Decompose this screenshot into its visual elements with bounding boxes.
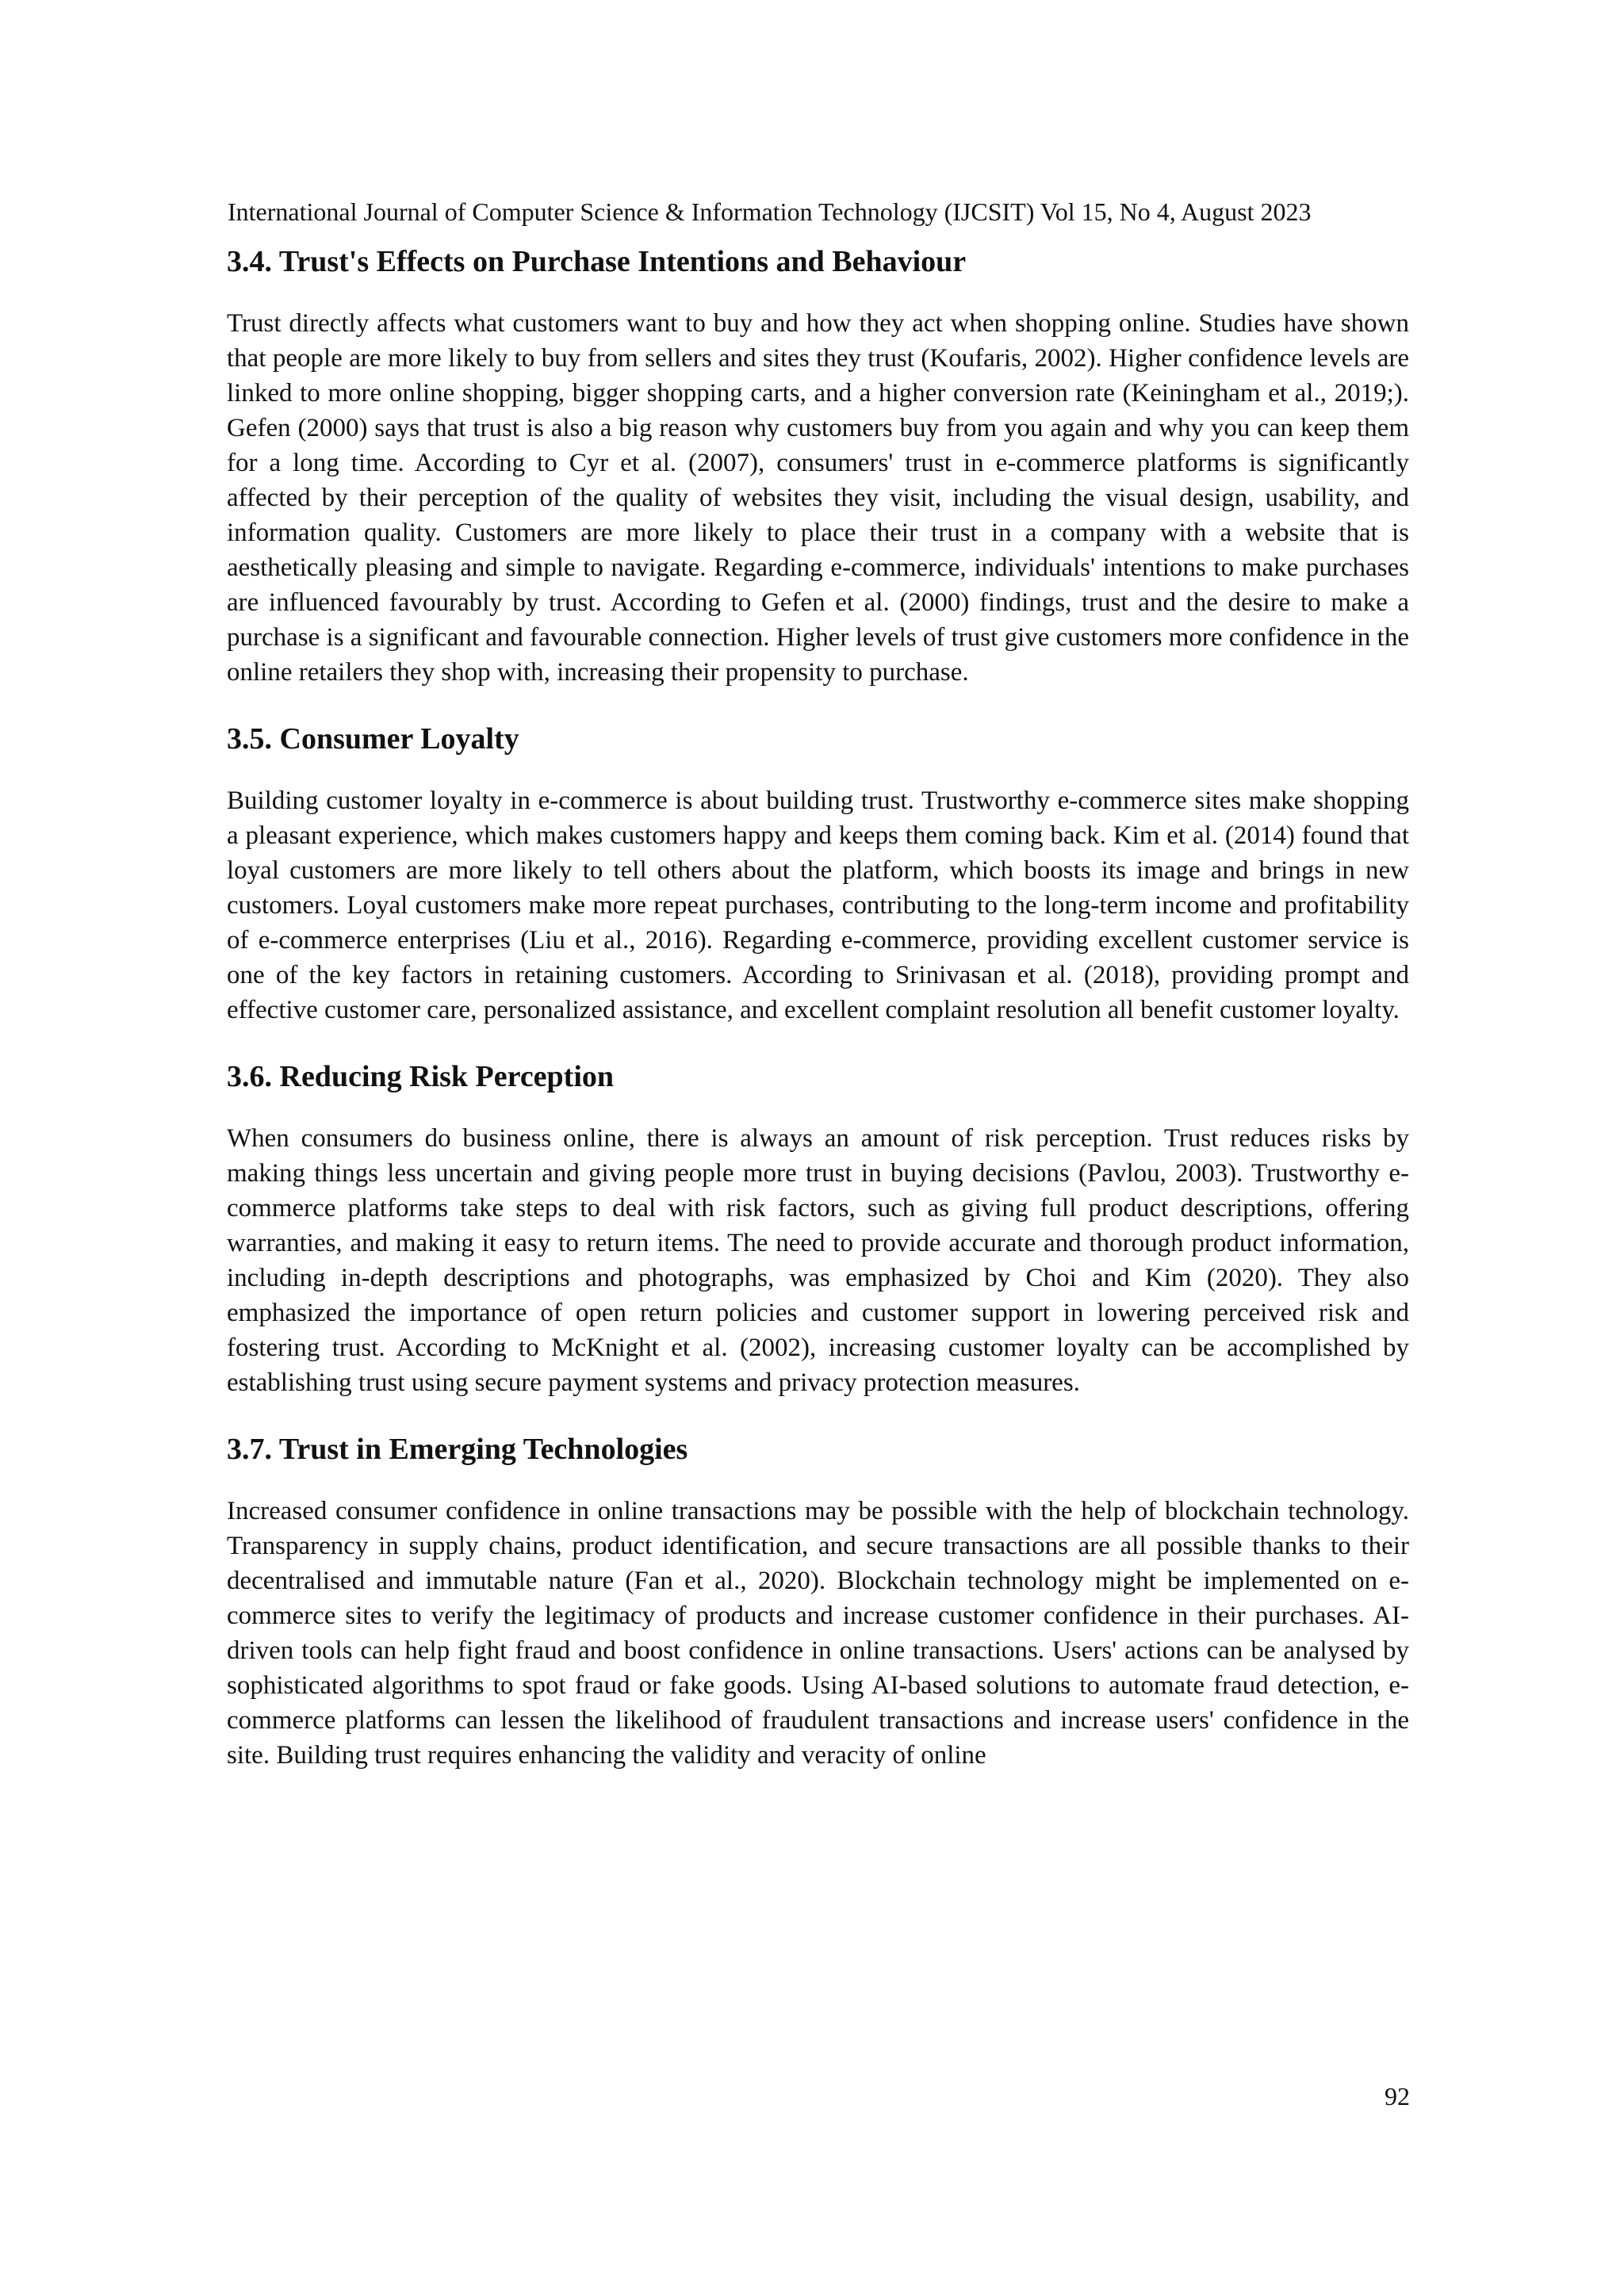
- section-heading: 3.6. Reducing Risk Perception: [227, 1060, 615, 1093]
- page-number: 92: [1385, 2082, 1410, 2110]
- section-3-6: [227, 1058, 1409, 1400]
- section-paragraph: When consumers do business online, there is always an amount of risk perception. Trust reduces risks by making things less uncertain and giving people more trust in buying decisions (Pavlou, 2003). Trustworthy e-commerce platforms take steps to deal with risk factors, such as giving full product descriptions, offering warranties, and making it easy to return items. The need to provide accurate and thorough product information, including in-depth descriptions and photographs, was emphasized by Choi and Kim (2020). They also emphasized the importance of open return policies and customer support in lowering perceived risk and fostering trust. According to McKnight et al. (2002), increasing customer loyalty can be accomplished by establishing trust using secure payment systems and privacy protection measures.: [227, 1124, 1409, 1397]
- page-body: [227, 243, 1409, 1803]
- journal-running-header: International Journal of Computer Science & Information Technology (IJCSIT) Vol 15, No 4, August 2023: [228, 197, 1312, 226]
- section-heading: 3.4. Trust's Effects on Purchase Intentions and Behaviour: [227, 245, 967, 278]
- section-3-7: [227, 1430, 1409, 1773]
- section-heading: 3.5. Consumer Loyalty: [227, 722, 519, 756]
- section-paragraph: Trust directly affects what customers want to buy and how they act when shopping online. Studies have shown that people are more likely to buy from sellers and sites they trust (Koufaris, 2002). Higher confidence levels are linked to more online shopping, bigger shopping carts, and a higher conversion rate (Keiningham et al., 2019;). Gefen (2000) says that trust is also a big reason why customers buy from you again and why you can keep them for a long time. According to Cyr et al. (2007), consumers' trust in e-commerce platforms is significantly affected by their perception of the quality of websites they visit, including the visual design, usability, and information quality. Customers are more likely to place their trust in a company with a website that is aesthetically pleasing and simple to navigate. Regarding e-commerce, individuals' intentions to make purchases are influenced favourably by trust. According to Gefen et al. (2000) findings, trust and the desire to make a purchase is a significant and favourable connection. Higher levels of trust give customers more confidence in the online retailers they shop with, increasing their propensity to purchase.: [227, 309, 1409, 687]
- section-paragraph: Building customer loyalty in e-commerce is about building trust. Trustworthy e-commerce sites make shopping a pleasant experience, which makes customers happy and keeps them coming back. Kim et al. (2014) found that loyal customers are more likely to tell others about the platform, which boosts its image and brings in new customers. Loyal customers make more repeat purchases, contributing to the long-term income and profitability of e-commerce enterprises (Liu et al., 2016). Regarding e-commerce, providing excellent customer service is one of the key factors in retaining customers. According to Srinivasan et al. (2018), providing prompt and effective customer care, personalized assistance, and excellent complaint resolution all benefit customer loyalty.: [227, 786, 1409, 1024]
- section-3-5: [227, 720, 1409, 1027]
- section-heading: 3.7. Trust in Emerging Technologies: [227, 1433, 688, 1466]
- section-paragraph: Increased consumer confidence in online transactions may be possible with the help of blockchain technology. Transparency in supply chains, product identification, and secure transactions are all possible thanks to their decentralised and immutable nature (Fan et al., 2020). Blockchain technology might be implemented on e-commerce sites to verify the legitimacy of products and increase customer confidence in their purchases. AI-driven tools can help fight fraud and boost confidence in online transactions. Users' actions can be analysed by sophisticated algorithms to spot fraud or fake goods. Using AI-based solutions to automate fraud detection, e-commerce platforms can lessen the likelihood of fraudulent transactions and increase users' confidence in the site. Building trust requires enhancing the validity and veracity of online: [227, 1497, 1409, 1770]
- section-3-4: [227, 243, 1409, 690]
